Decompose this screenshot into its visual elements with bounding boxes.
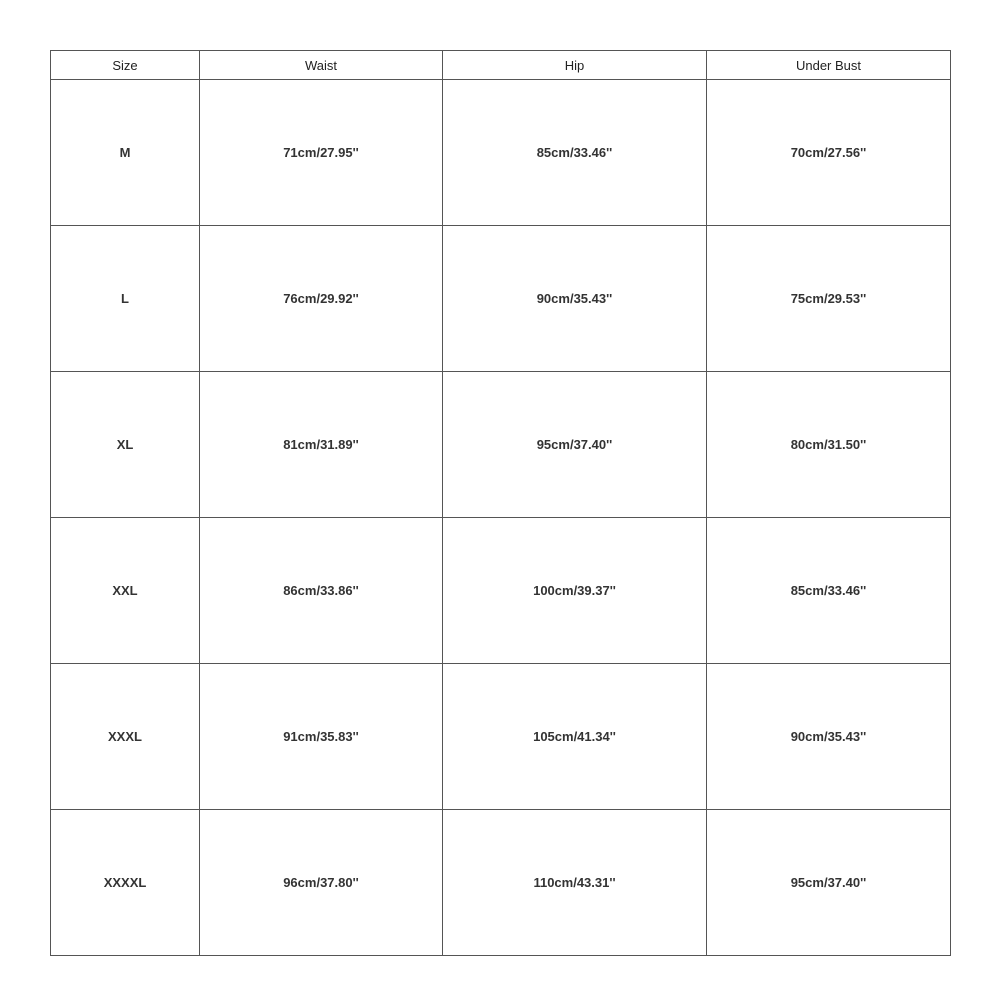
cell-hip: 105cm/41.34'' — [443, 664, 707, 810]
table-row — [51, 226, 951, 372]
header-row — [51, 51, 951, 80]
cell-size: XXXXL — [51, 810, 200, 956]
cell-under-bust: 80cm/31.50'' — [707, 372, 951, 518]
cell-hip: 90cm/35.43'' — [443, 226, 707, 372]
cell-size: L — [51, 226, 200, 372]
cell-waist: 76cm/29.92'' — [200, 226, 443, 372]
cell-size: XL — [51, 372, 200, 518]
cell-under-bust: 75cm/29.53'' — [707, 226, 951, 372]
cell-waist: 91cm/35.83'' — [200, 664, 443, 810]
table-row — [51, 664, 951, 810]
table-row — [51, 372, 951, 518]
table-row — [51, 810, 951, 956]
cell-hip: 95cm/37.40'' — [443, 372, 707, 518]
cell-waist: 86cm/33.86'' — [200, 518, 443, 664]
cell-under-bust: 70cm/27.56'' — [707, 80, 951, 226]
cell-hip: 110cm/43.31'' — [443, 810, 707, 956]
cell-under-bust: 95cm/37.40'' — [707, 810, 951, 956]
cell-under-bust: 85cm/33.46'' — [707, 518, 951, 664]
header-waist: Waist — [200, 51, 443, 80]
cell-waist: 71cm/27.95'' — [200, 80, 443, 226]
cell-under-bust: 90cm/35.43'' — [707, 664, 951, 810]
table-row — [51, 80, 951, 226]
header-hip: Hip — [443, 51, 707, 80]
cell-hip: 100cm/39.37'' — [443, 518, 707, 664]
cell-size: XXL — [51, 518, 200, 664]
table-row — [51, 518, 951, 664]
header-under-bust: Under Bust — [707, 51, 951, 80]
cell-waist: 81cm/31.89'' — [200, 372, 443, 518]
cell-waist: 96cm/37.80'' — [200, 810, 443, 956]
cell-hip: 85cm/33.46'' — [443, 80, 707, 226]
size-chart-table — [50, 50, 951, 956]
header-size: Size — [51, 51, 200, 80]
cell-size: M — [51, 80, 200, 226]
cell-size: XXXL — [51, 664, 200, 810]
